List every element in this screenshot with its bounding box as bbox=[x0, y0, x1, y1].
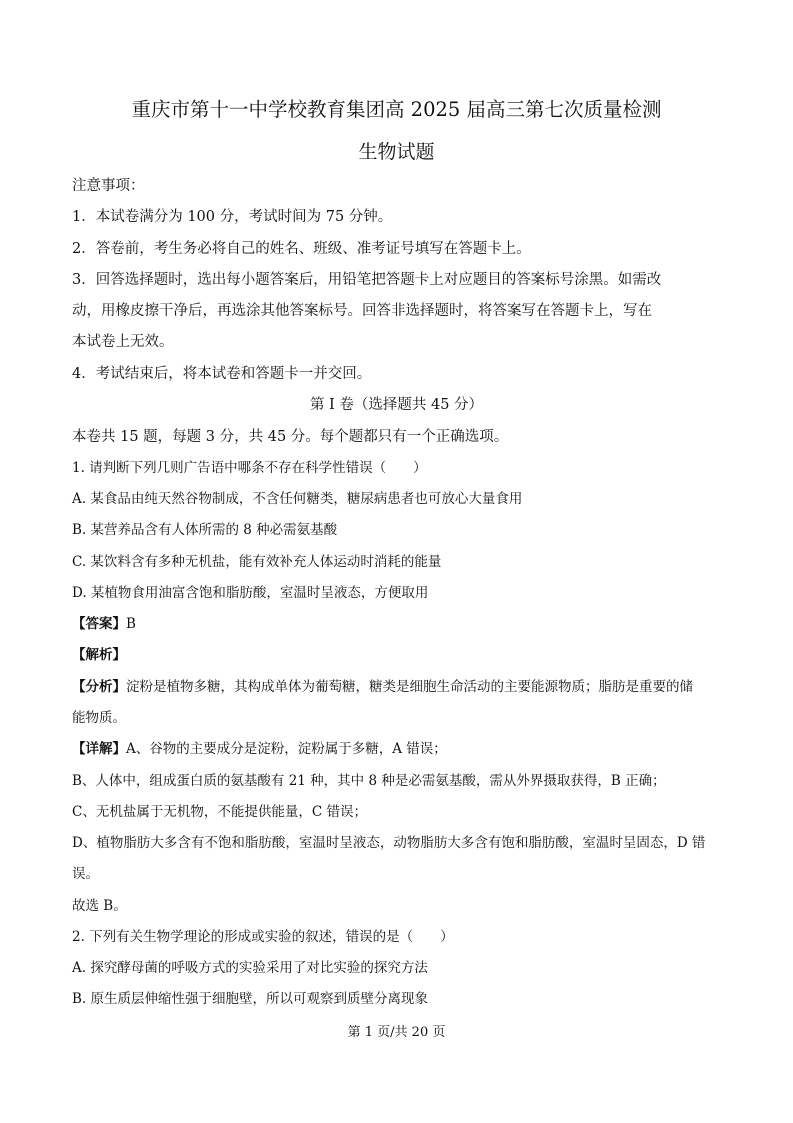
question-1-option-b: B. 某营养品含有人体所需的 8 种必需氨基酸 bbox=[72, 522, 338, 538]
exam-subtitle: 生物试题 bbox=[358, 141, 435, 163]
section-heading: 第 I 卷（选择题共 45 分） bbox=[309, 397, 484, 413]
fenxi-line-1 bbox=[72, 677, 693, 697]
section-intro: 本卷共 15 题，每题 3 分，共 45 分。每个题都只有一个正确选项。 bbox=[72, 429, 509, 445]
answer-tag: 【答案】 bbox=[72, 616, 126, 632]
notice-item-3-line-3: 本试卷上无效。 bbox=[72, 334, 174, 350]
detail-line-a bbox=[72, 739, 447, 759]
exam-title: 重庆市第十一中学校教育集团高 2025 届高三第七次质量检测 bbox=[131, 98, 662, 121]
conclusion-line: 故选 B。 bbox=[72, 898, 127, 914]
question-2-option-a: A. 探究酵母菌的呼吸方式的实验采用了对比实验的探究方法 bbox=[72, 960, 428, 976]
detail-line-d-1: D、植物脂肪大多含有不饱和脂肪酸，室温时呈液态，动物脂肪大多含有饱和脂肪酸，室温时呈固态，D 错 bbox=[72, 835, 706, 851]
question-1-option-a: A. 某食品由纯天然谷物制成，不含任何糖类，糖尿病患者也可放心大量食用 bbox=[72, 491, 523, 507]
notice-item-1: 1．本试卷满分为 100 分，考试时间为 75 分钟。 bbox=[72, 209, 393, 225]
notice-item-3-line-2: 动，用橡皮擦干净后，再选涂其他答案标号。回答非选择题时，将答案写在答题卡上，写在 bbox=[72, 303, 652, 319]
answer-line bbox=[72, 614, 136, 634]
notice-item-4: 4．考试结束后，将本试卷和答题卡一并交回。 bbox=[72, 366, 372, 382]
question-1-stem: 1. 请判断下列几则广告语中哪条不存在科学性错误（ ） bbox=[72, 460, 427, 476]
page-footer: 第 1 页/共 20 页 bbox=[347, 1025, 446, 1040]
detail-line-b: B、人体中，组成蛋白质的氨基酸有 21 种，其中 8 种是必需氨基酸，需从外界摄取获得，B 正确； bbox=[72, 773, 666, 789]
fenxi-tag: 【分析】 bbox=[72, 679, 126, 695]
detail-line-c: C、无机盐属于无机物，不能提供能量，C 错误； bbox=[72, 804, 367, 820]
fenxi-text-1: 淀粉是植物多糖，其构成单体为葡萄糖，糖类是细胞生命活动的主要能源物质；脂肪是重要的储 bbox=[126, 679, 693, 695]
notice-item-3-line-1: 3．回答选择题时，选出每小题答案后，用铅笔把答题卡上对应题目的答案标号涂黑。如需改 bbox=[72, 272, 662, 288]
question-2-stem: 2. 下列有关生物学理论的形成或实验的叙述，错误的是（ ） bbox=[72, 929, 454, 945]
analysis-tag: 【解析】 bbox=[72, 647, 126, 663]
detail-line-d-2: 误。 bbox=[72, 866, 99, 882]
notice-item-2: 2．答卷前，考生务必将自己的姓名、班级、准考证号填写在答题卡上。 bbox=[72, 241, 531, 257]
notice-heading: 注意事项： bbox=[72, 178, 145, 194]
question-2-option-b: B. 原生质层伸缩性强于细胞壁，所以可观察到质壁分离现象 bbox=[72, 991, 429, 1007]
fenxi-line-2: 能物质。 bbox=[72, 710, 126, 726]
question-1-option-c: C. 某饮料含有多种无机盐，能有效补充人体运动时消耗的能量 bbox=[72, 554, 442, 570]
question-1-option-d: D. 某植物食用油富含饱和脂肪酸，室温时呈液态，方便取用 bbox=[72, 585, 429, 601]
detail-text-a: A、谷物的主要成分是淀粉，淀粉属于多糖，A 错误； bbox=[126, 741, 447, 757]
answer-value: B bbox=[126, 616, 136, 632]
detail-tag: 【详解】 bbox=[72, 741, 126, 757]
